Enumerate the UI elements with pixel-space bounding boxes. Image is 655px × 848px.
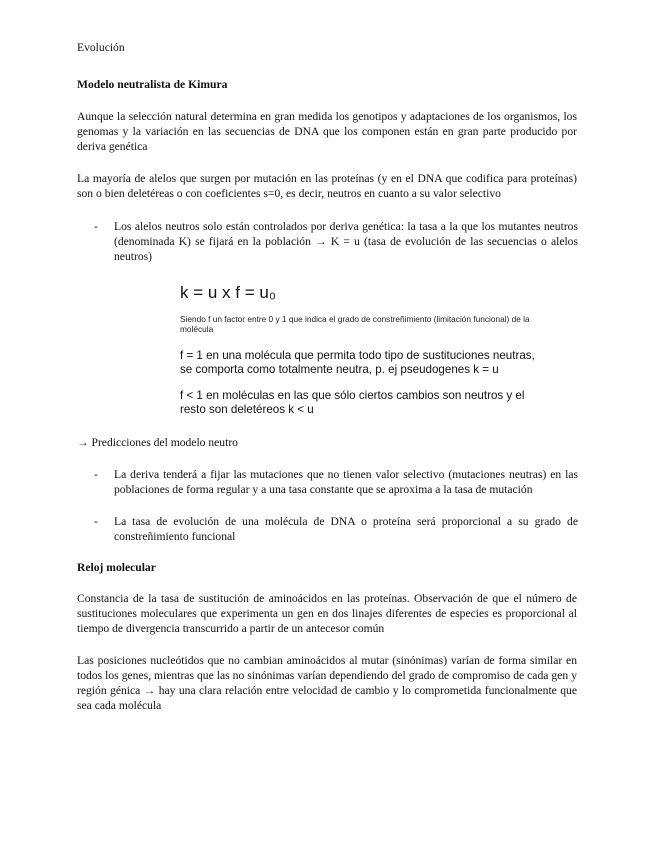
paragraph-alleles: La mayoría de alelos que surgen por mutación en las proteínas (y en el DNA que codifica para proteínas) son o bien deletéreas o con coeficientes s=0, es decir, neutros en cuanto a su valor selectivo <box>77 172 577 200</box>
document-title: Evolución <box>77 41 125 54</box>
bullet-neutral-alleles: Los alelos neutros solo están controlados por deriva genética: la tasa a la que los mutantes neutros (denominada K) se fijará en la población → K = u (tasa de evolución de las secuencias o alelos neutros) <box>114 220 578 263</box>
case-f-equals-one: f = 1 en una molécula que permita todo tipo de sustituciones neutras, se comporta como totalmente neutra, p. ej pseudogenes k = u <box>180 349 535 376</box>
bullet-marker: - <box>94 515 98 528</box>
bullet-marker: - <box>94 220 98 233</box>
formula-note: Siendo f un factor entre 0 y 1 que indica el grado de constreñimiento (limitación funcional) de la molécula <box>180 314 530 334</box>
bullet-drift-fixation: La deriva tenderá a fijar las mutaciones que no tienen valor selectivo (mutaciones neutras) en las poblaciones de forma regular y a una tasa constante que se aproxima a la tasa de mutación <box>114 468 578 496</box>
case-f-less-than-one: f < 1 en moléculas en las que sólo ciertos cambios son neutros y el resto son deletéreos k < u <box>180 389 525 416</box>
paragraph-intro: Aunque la selección natural determina en gran medida los genotipos y adaptaciones de los organismos, los genomas y la variación en las secuencias de DNA que los componen están en gran parte producido por deriva genética <box>77 110 577 153</box>
heading-molecular-clock: Reloj molecular <box>77 561 156 574</box>
bullet-marker: - <box>94 468 98 481</box>
formula-k: k = u x f = u₀ <box>180 283 276 302</box>
bullet-evolution-rate: La tasa de evolución de una molécula de DNA o proteína será proporcional a su grado de constreñimiento funcional <box>114 515 578 543</box>
paragraph-synonymous-positions: Las posiciones nucleótidos que no cambian aminoácidos al mutar (sinónimas) varían de forma similar en todos los genes, mientras que las no sinónimas varían dependiendo del grado de compromiso de cada gen y región génica → hay una clara relación entre velocidad de cambio y lo comprometida funcionalmente que sea cada molécula <box>77 654 577 712</box>
heading-kimura-model: Modelo neutralista de Kimura <box>77 78 228 91</box>
predictions-heading: → Predicciones del modelo neutro <box>77 436 238 449</box>
paragraph-clock-constancy: Constancia de la tasa de sustitución de aminoácidos en las proteínas. Observación de que el número de sustituciones moleculares que experimenta un gen en dos linajes diferentes de especies es proporcional al tiempo de divergencia transcurrido a partir de un antecesor común <box>77 592 577 635</box>
